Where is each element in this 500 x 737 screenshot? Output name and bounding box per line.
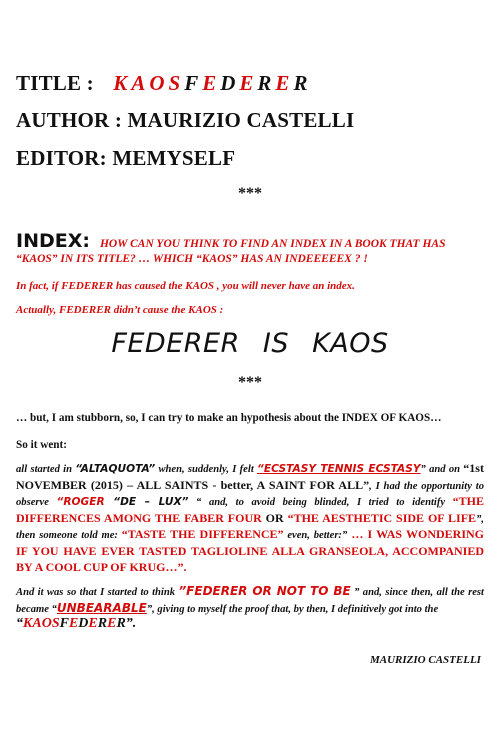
story-aesthetic: “THE AESTHETIC SIDE OF LIFE [287, 510, 477, 525]
index-text-4: Actually, FEDERER didn’t cause the KAOS : [16, 304, 224, 316]
closing-quote-end: ”. [125, 616, 137, 631]
story-altaquota: “ALTAQUOTA” [75, 463, 156, 475]
story-november: “1st NOVEMBER (2015) – ALL SAINTS - better, A SAINT FOR ALL” [16, 461, 484, 492]
story-delux: “DE – LUX” [104, 496, 189, 508]
closing-quote: “ [16, 616, 23, 631]
title-letter: R [293, 71, 312, 95]
closing-federer-or-not: ”FEDERER OR NOT TO BE [178, 584, 351, 598]
so-it-went: So it went: [16, 439, 67, 451]
closing-text: And it was so that I started to think [16, 587, 179, 598]
title-line [16, 71, 311, 96]
closing-paragraph [16, 584, 484, 633]
title-letter: K [113, 71, 132, 95]
title-letter: O [149, 71, 169, 95]
index-text-2: “KAOS” IN ITS TITLE? … WHICH “KAOS” HAS AN INDEEEEEX ? ! [16, 253, 368, 265]
title-letter: R [257, 71, 276, 95]
separator-stars-2: *** [238, 374, 262, 391]
closing-unbearable: UNBEARABLE [56, 600, 147, 615]
story-wondering: … I WAS WONDERING IF YOU HAVE EVER TASTED TAGLIOLINE ALLA GRANSEOLA, ACCOMPANIED BY A COOL CUP OF KRUG…”. [16, 527, 484, 574]
index-line-1 [16, 230, 445, 252]
story-taste: “TASTE THE DIFFERENCE” [121, 527, 284, 541]
index-text-3: In fact, if FEDERER has caused the KAOS , you will never have an index. [16, 280, 355, 292]
title-letter: F [184, 71, 203, 95]
title-label: TITLE : [16, 71, 94, 95]
story-text: all started in [16, 464, 76, 475]
title-letter: D [220, 71, 240, 95]
big-statement: FEDERER IS KAOS [111, 328, 389, 359]
index-heading: INDEX: [16, 230, 90, 252]
closing-text: ”, giving to myself the proof that, by then, I definitively got into the [146, 603, 439, 615]
story-text: ”, then someone told me: [16, 513, 485, 541]
signature: MAURIZIO CASTELLI [370, 654, 481, 666]
closing-text: ” and, since then, all the rest became “ [16, 587, 484, 615]
story-text: “ and, to avoid being blinded, I tried to identify [188, 497, 453, 508]
story-text: when, suddenly, I felt [155, 464, 258, 475]
hypothesis-paragraph: … but, I am stubborn, so, I can try to make an hypothesis about the INDEX OF KAOS… [16, 412, 442, 424]
separator-stars: *** [238, 185, 262, 202]
title-letter: E [275, 71, 294, 95]
story-ecstasy: “ECSTASY TENNIS ECSTASY [257, 463, 421, 475]
index-text-1: HOW CAN YOU THINK TO FIND AN INDEX IN A BOOK THAT HAS [99, 238, 446, 250]
title-letter: E [239, 71, 258, 95]
title-letter: A [131, 71, 150, 95]
story-text: , I had the opportunity to observe [16, 480, 484, 508]
title-letter: S [168, 71, 185, 95]
closing-kaosfederer: KAOSFEDERER [23, 616, 126, 631]
story-text: ” and on [420, 464, 464, 475]
book-title [113, 71, 311, 95]
title-letter: E [202, 71, 221, 95]
story-roger: “ROGER [56, 496, 105, 508]
story-text: even, better:” [283, 530, 348, 541]
author-line: AUTHOR : MAURIZIO CASTELLI [16, 108, 355, 132]
story-or: OR [261, 510, 288, 525]
story-differences: “THE DIFFERENCES AMONG THE FABER FOUR [16, 494, 485, 525]
story-paragraph [16, 461, 484, 577]
editor-line: EDITOR: MEMYSELF [16, 146, 236, 170]
